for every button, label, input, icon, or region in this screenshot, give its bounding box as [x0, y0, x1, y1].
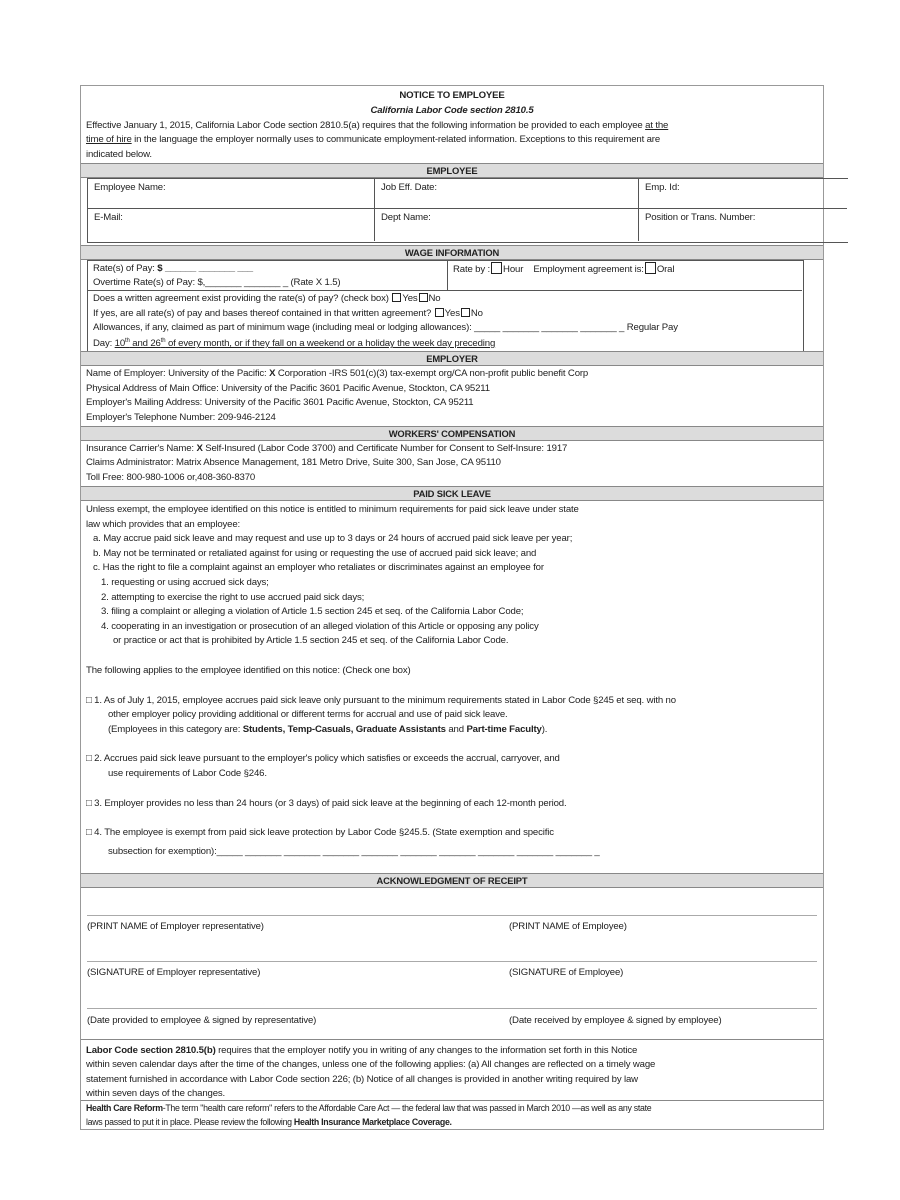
written-agreement-question: [93, 292, 441, 305]
divider: [81, 1039, 823, 1040]
mailing-address: Employer's Mailing Address: University of the Pacific 3601 Pacific Avenue, Stockton, CA 95211: [86, 397, 474, 408]
sick-leave-line: c. Has the right to file a complaint against an employer who retaliates or discriminates against an employee for: [93, 562, 544, 573]
no-checkbox[interactable]: [461, 308, 470, 317]
oral-label: Oral: [656, 264, 675, 275]
option-4-exemption-field[interactable]: subsection for exemption):_____ _______ _______ _______ _______ _______ _______ _______ _______ _______ _: [108, 846, 600, 857]
employer-phone: Employer's Telephone Number: 209-946-2124: [86, 412, 276, 423]
overtime-rate[interactable]: [93, 276, 340, 289]
health-care-reform-line-1: [86, 1102, 651, 1115]
workers-comp-heading: WORKERS' COMPENSATION: [81, 426, 823, 441]
intro-text: in the language the employer normally uses to communicate employment-related information. Exceptions to this requirement are: [131, 134, 661, 145]
divider: [374, 178, 375, 241]
closing: ).: [541, 724, 548, 735]
part-time-faculty: Part-time Faculty: [466, 724, 542, 735]
intro-line-3: indicated below.: [86, 149, 152, 160]
option-2-checkbox[interactable]: □ 2. Accrues paid sick leave pursuant to the employer's policy which satisfies or exceeds the accrual, carryover, and: [86, 753, 560, 764]
signature-line: [87, 961, 817, 962]
rate-value: $ ______ _______ ___: [157, 263, 253, 274]
labor-code-line-2: within seven calendar days after the time of the changes, unless one of the following applies: (a) All changes are reflected on a timely wage: [86, 1059, 656, 1070]
sick-leave-line: 3. filing a complaint or alleging a violation of Article 1.5 section 245 et seq. of the California Labor Code;: [101, 606, 524, 617]
labor-code-line-3: statement furnished in accordance with Labor Code section 226; (b) Notice of all changes is provided in another writing required by law: [86, 1074, 638, 1085]
employer-name: [86, 367, 588, 380]
x-mark: X: [196, 443, 203, 454]
rate-by-label: Rate by :: [453, 264, 491, 275]
sick-leave-line: b. May not be terminated or retaliated against for using or requesting the use of accrued paid sick leave; and: [93, 548, 537, 559]
and-text: and: [445, 724, 467, 735]
notice-to-employee-form: [80, 85, 824, 1130]
divider: [638, 178, 639, 241]
question-text: Does a written agreement exist providing the rate(s) of pay? (check box): [93, 293, 389, 304]
intro-line-1: [86, 119, 668, 132]
signature-employee-field[interactable]: (SIGNATURE of Employee): [509, 967, 624, 978]
employer-name-label: Name of Employer: University of the Pacific:: [86, 368, 270, 379]
print-name-employee-field[interactable]: (PRINT NAME of Employee): [509, 921, 627, 932]
check-one-instruction: The following applies to the employee identified on this notice: (Check one box): [86, 665, 411, 676]
signature-employer-field[interactable]: (SIGNATURE of Employer representative): [87, 967, 261, 978]
divider: [87, 208, 847, 209]
wage-heading: WAGE INFORMATION: [81, 245, 823, 260]
ot-value: $,_______ _______ _ (Rate X 1.5): [197, 277, 341, 288]
email-field[interactable]: E-Mail:: [94, 212, 123, 223]
no-checkbox[interactable]: [419, 293, 428, 302]
acknowledgment-heading: ACKNOWLEDGMENT OF RECEIPT: [81, 873, 823, 888]
paid-sick-leave-heading: PAID SICK LEAVE: [81, 486, 823, 501]
employer-type: Corporation -IRS 501(c)(3) tax-exempt org/CA non-profit public benefit Corp: [275, 368, 589, 379]
labor-code-line-4: within seven days of the changes.: [86, 1088, 226, 1099]
ot-label: Overtime Rate(s) of Pay:: [93, 277, 198, 288]
payday-prefix: Day:: [93, 338, 115, 350]
claims-administrator: Claims Administrator: Matrix Absence Management, 181 Metro Drive, Suite 300, San Jose, CA 95110: [86, 457, 501, 468]
rate-of-pay[interactable]: [93, 262, 253, 275]
option-4-checkbox[interactable]: □ 4. The employee is exempt from paid sick leave protection by Labor Code §245.5. (State exemption and specific: [86, 827, 554, 838]
hour-label: Hour: [503, 264, 524, 275]
emp-id-field[interactable]: Emp. Id:: [645, 182, 680, 193]
rate-label: Rate(s) of Pay:: [93, 263, 158, 274]
superscript: th: [160, 338, 166, 344]
contained-agreement-question: [93, 307, 483, 320]
categories-bold: Students, Temp-Casuals, Graduate Assistants: [242, 724, 446, 735]
yes-checkbox[interactable]: [435, 308, 444, 317]
no-label: No: [470, 308, 483, 319]
no-label: No: [428, 293, 441, 304]
categories-label: (Employees in this category are:: [108, 724, 243, 735]
sick-leave-line: or practice or act that is prohibited by Article 1.5 section 245 et seq. of the California Labor Code.: [113, 635, 509, 646]
form-subtitle: California Labor Code section 2810.5: [370, 105, 534, 116]
yes-label: Yes: [402, 293, 418, 304]
print-name-employer-field[interactable]: (PRINT NAME of Employer representative): [87, 921, 264, 932]
sick-leave-line: law which provides that an employee:: [86, 519, 241, 530]
payday-rest: of every month, or if they fall on a weekend or a holiday the week day preceding: [165, 338, 496, 350]
labor-code-text: requires that the employer notify you in writing of any changes to the information set forth in this Notice: [215, 1045, 638, 1056]
hcr-title: Health Care Reform: [86, 1103, 163, 1113]
divider: [87, 290, 802, 291]
employer-heading: EMPLOYER: [81, 351, 823, 366]
option-1-checkbox[interactable]: □ 1. As of July 1, 2015, employee accrues paid sick leave only pursuant to the minimum requirements stated in Labor Code §245 et seq. with no: [86, 695, 676, 706]
signature-line: [87, 1008, 817, 1009]
hour-checkbox[interactable]: [491, 262, 502, 274]
sick-leave-line: Unless exempt, the employee identified on this notice is entitled to minimum requirements for paid sick leave under state: [86, 504, 579, 515]
marketplace-coverage-link: Health Insurance Marketplace Coverage.: [293, 1117, 452, 1127]
intro-underline: time of hire: [86, 134, 132, 145]
employee-heading: EMPLOYEE: [81, 163, 823, 178]
option-1-text: other employer policy providing additional or different terms for accrual and use of paid sick leave.: [108, 709, 508, 720]
rate-by-row: [453, 262, 674, 276]
labor-code-line-1: [86, 1044, 637, 1057]
health-care-reform-line-2: [86, 1116, 452, 1129]
payday-10: 10: [114, 338, 126, 350]
intro-text: Effective January 1, 2015, California Labor Code section 2810.5(a) requires that the following information be provided to each employee: [86, 120, 646, 131]
superscript: th: [125, 338, 130, 344]
form-title: NOTICE TO EMPLOYEE: [399, 90, 505, 101]
hcr-text: laws passed to put it in place. Please review the following: [86, 1117, 294, 1127]
signature-line: [87, 915, 817, 916]
yes-label: Yes: [444, 308, 460, 319]
divider: [447, 260, 448, 290]
pay-day-line: [93, 335, 495, 350]
allowances-line: Allowances, if any, claimed as part of minimum wage (including meal or lodging allowances): _____ _______ _______ _______ _ Regular Pay: [93, 322, 678, 333]
dept-name-field[interactable]: Dept Name:: [381, 212, 431, 223]
yes-checkbox[interactable]: [392, 293, 401, 302]
question-text: If yes, are all rate(s) of pay and bases thereof contained in that written agreement?: [93, 308, 432, 319]
option-2-text: use requirements of Labor Code §246.: [108, 768, 267, 779]
labor-code-title: Labor Code section 2810.5(b): [86, 1045, 216, 1056]
sick-leave-line: 1. requesting or using accrued sick days;: [101, 577, 269, 588]
position-number-field[interactable]: Position or Trans. Number:: [645, 212, 756, 223]
hcr-text: -The term "health care reform" refers to the Affordable Care Act — the federal law that was passed in March 2010 —as well as any state: [162, 1103, 652, 1113]
x-mark: X: [269, 368, 276, 379]
employee-name-field[interactable]: Employee Name:: [94, 182, 166, 193]
option-3-checkbox[interactable]: □ 3. Employer provides no less than 24 hours (or 3 days) of paid sick leave at the beginning of each 12-month period.: [86, 798, 567, 809]
sick-leave-line: 4. cooperating in an investigation or prosecution of an alleged violation of this Article or opposing any policy: [101, 621, 539, 632]
divider: [81, 1100, 823, 1101]
carrier-value: Self-Insured (Labor Code 3700) and Certificate Number for Consent to Self-Insure: 1917: [202, 443, 568, 454]
sick-leave-line: a. May accrue paid sick leave and may request and use up to 3 days or 24 hours of accrued paid sick leave per year;: [93, 533, 573, 544]
intro-underline: at the: [645, 120, 669, 131]
oral-checkbox[interactable]: [645, 262, 656, 274]
toll-free: Toll Free: 800-980-1006 or,408-360-8370: [86, 472, 256, 483]
agreement-label: Employment agreement is:: [533, 264, 644, 275]
job-eff-date-field[interactable]: Job Eff. Date:: [381, 182, 437, 193]
option-1-categories: [108, 723, 547, 736]
date-employer-field[interactable]: (Date provided to employee & signed by representative): [87, 1015, 317, 1026]
carrier-label: Insurance Carrier's Name:: [86, 443, 197, 454]
date-employee-field[interactable]: (Date received by employee & signed by employee): [509, 1015, 722, 1026]
insurance-carrier: [86, 442, 567, 455]
physical-address: Physical Address of Main Office: University of the Pacific 3601 Pacific Avenue, Stockton, CA 95211: [86, 383, 490, 394]
payday-and: and 26: [129, 338, 161, 350]
sick-leave-line: 2. attempting to exercise the right to use accrued paid sick days;: [101, 592, 365, 603]
intro-line-2: [86, 133, 660, 146]
